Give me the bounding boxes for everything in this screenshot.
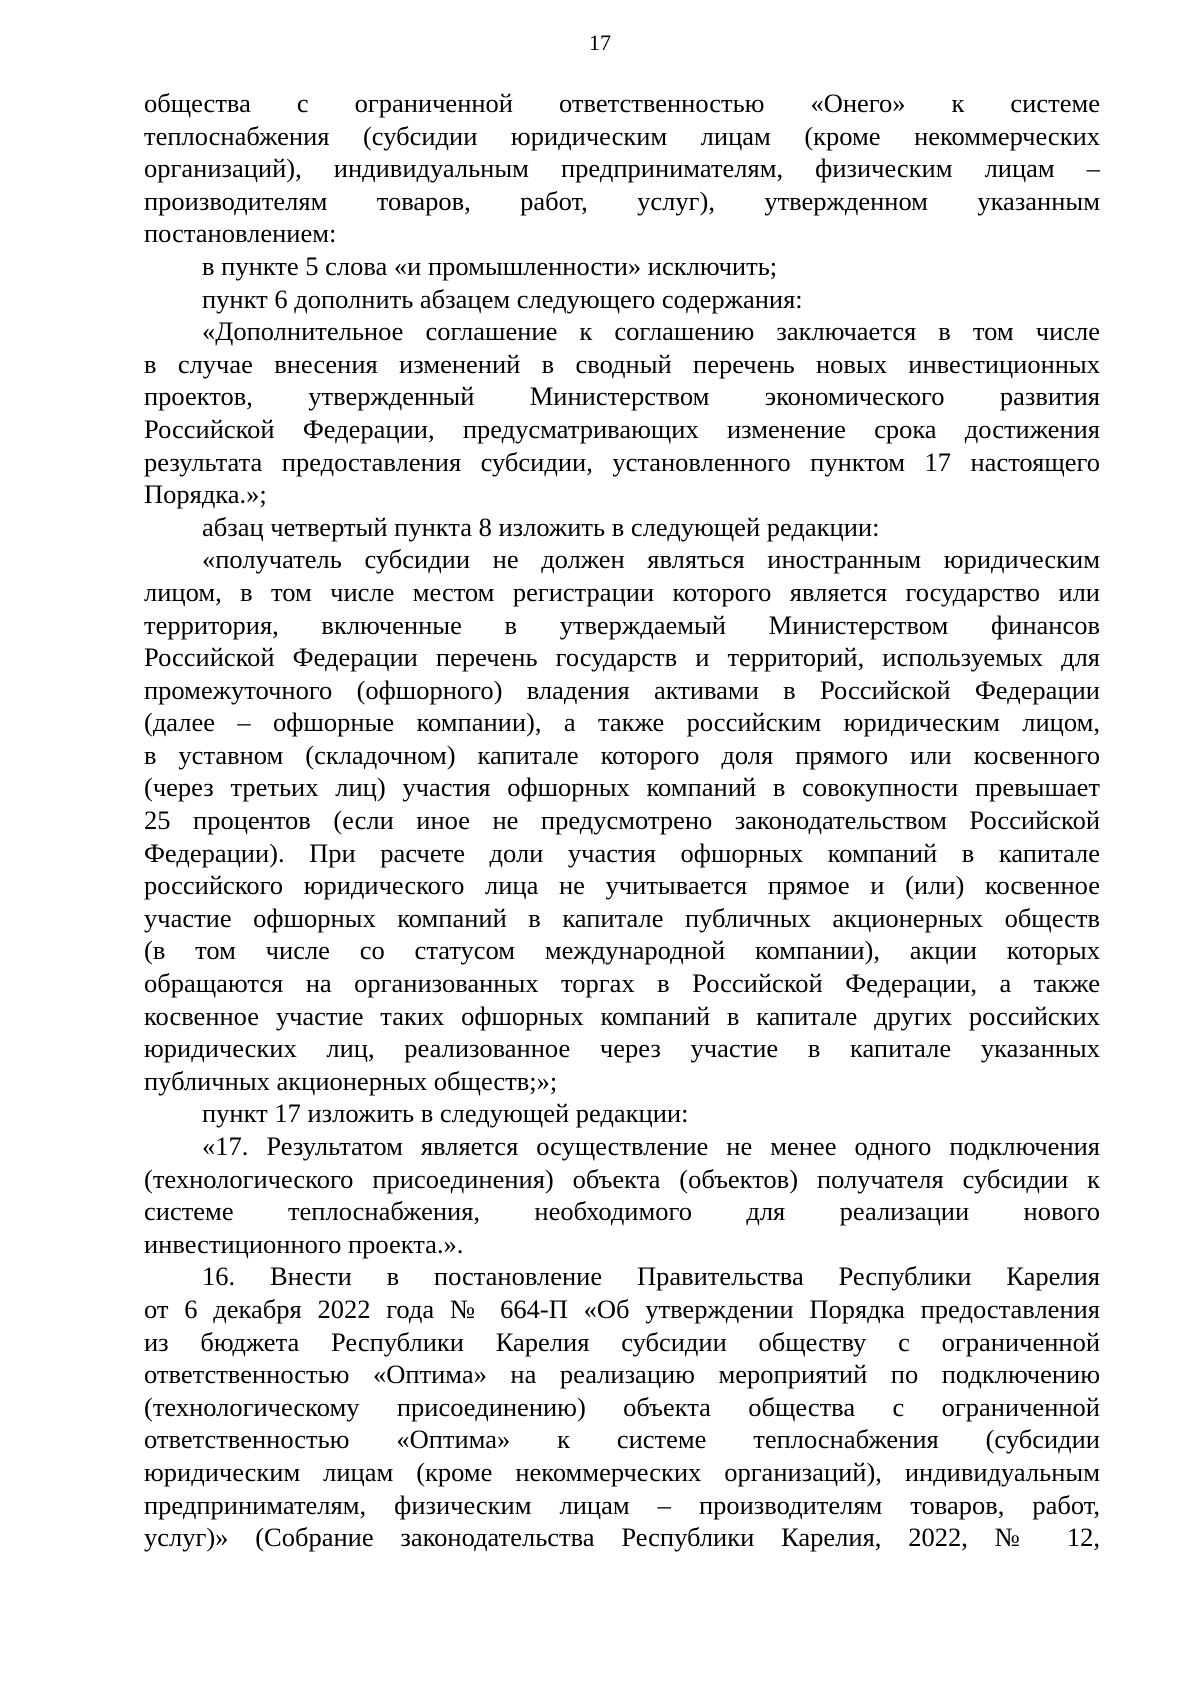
text-line: теплоснабжения (субсидии юридическим лицам (кроме некоммерческих <box>144 120 1100 151</box>
text-line: «Дополнительное соглашение к соглашению заключается в том числе <box>202 316 1100 347</box>
text-line: системе теплоснабжения, необходимого для реализации нового <box>144 1196 1100 1227</box>
text-line: услуг)» (Собрание законодательства Республики Карелия, 2022, № 12, <box>144 1522 1100 1553</box>
text-line: юридических лиц, реализованное через участие в капитале указанных <box>144 1033 1100 1064</box>
text-line: из бюджета Республики Карелия субсидии обществу с ограниченной <box>144 1326 1100 1357</box>
text-line: российского юридического лица не учитывается прямое и (или) косвенное <box>144 870 1100 901</box>
text-line: территория, включенные в утверждаемый Министерством финансов <box>144 609 1100 640</box>
text-line: ответственностью «Оптима» к системе теплоснабжения (субсидии <box>144 1424 1100 1455</box>
text-line: 16. Внести в постановление Правительства Республики Карелия <box>202 1261 1100 1292</box>
text-line: общества с ограниченной ответственностью «Онего» к системе <box>144 88 1100 118</box>
text-line: результата предоставления субсидии, установленного пунктом 17 настоящего <box>144 446 1100 477</box>
text-line: участие офшорных компаний в капитале публичных акционерных обществ <box>144 902 1100 933</box>
text-line: «получатель субсидии не должен являться иностранным юридическим <box>202 544 1100 575</box>
text-line: (технологическому присоединению) объекта общества с ограниченной <box>144 1391 1100 1422</box>
document-body <box>144 87 1100 1554</box>
text-line: постановлением: <box>144 218 337 249</box>
page-number: 17 <box>589 30 611 55</box>
text-line: промежуточного (офшорного) владения активами в Российской Федерации <box>144 674 1100 705</box>
text-line: проектов, утвержденный Министерством экономического развития <box>144 381 1100 412</box>
text-line: в случае внесения изменений в сводный перечень новых инвестиционных <box>144 348 1100 379</box>
text-line: публичных акционерных обществ;»; <box>144 1065 558 1096</box>
text-line: (технологического присоединения) объекта (объектов) получателя субсидии к <box>144 1163 1100 1194</box>
text-line: от 6 декабря 2022 года № 664-П «Об утверждении Порядка предоставления <box>144 1293 1100 1324</box>
text-line: Российской Федерации, предусматривающих изменение срока достижения <box>144 413 1100 444</box>
text-line: в уставном (складочном) капитале которого доля прямого или косвенного <box>144 739 1100 770</box>
text-line: в пункте 5 слова «и промышленности» исключить; <box>202 250 778 281</box>
text-line: (в том числе со статусом международной компании), акции которых <box>144 935 1100 966</box>
text-line: Федерации). При расчете доли участия офшорных компаний в капитале <box>144 837 1100 868</box>
text-line: косвенное участие таких офшорных компаний в капитале других российских <box>144 1000 1100 1031</box>
text-line: (через третьих лиц) участия офшорных компаний в совокупности превышает <box>144 772 1100 803</box>
text-line: (далее – офшорные компании), а также российским юридическим лицом, <box>144 707 1100 738</box>
text-line: производителям товаров, работ, услуг), утвержденном указанным <box>144 185 1100 216</box>
text-line: «17. Результатом является осуществление не менее одного подключения <box>202 1131 1100 1161</box>
text-line: обращаются на организованных торгах в Российской Федерации, а также <box>144 968 1100 999</box>
text-line: лицом, в том числе местом регистрации которого является государство или <box>144 576 1100 607</box>
text-line: инвестиционного проекта.». <box>144 1228 464 1259</box>
text-line: юридическим лицам (кроме некоммерческих организаций), индивидуальным <box>144 1456 1100 1487</box>
text-line: Российской Федерации перечень государств и территорий, используемых для <box>144 642 1100 673</box>
text-line: пункт 6 дополнить абзацем следующего содержания: <box>202 283 803 314</box>
text-line: абзац четвертый пункта 8 изложить в следующей редакции: <box>202 511 880 542</box>
text-line: организаций), индивидуальным предпринимателям, физическим лицам – <box>144 153 1100 184</box>
text-line: пункт 17 изложить в следующей редакции: <box>202 1098 689 1129</box>
text-line: ответственностью «Оптима» на реализацию мероприятий по подключению <box>144 1359 1100 1390</box>
text-line: 25 процентов (если иное не предусмотрено законодательством Российской <box>144 805 1100 836</box>
text-line: предпринимателям, физическим лицам – производителям товаров, работ, <box>144 1489 1100 1520</box>
text-line: Порядка.»; <box>144 479 267 510</box>
